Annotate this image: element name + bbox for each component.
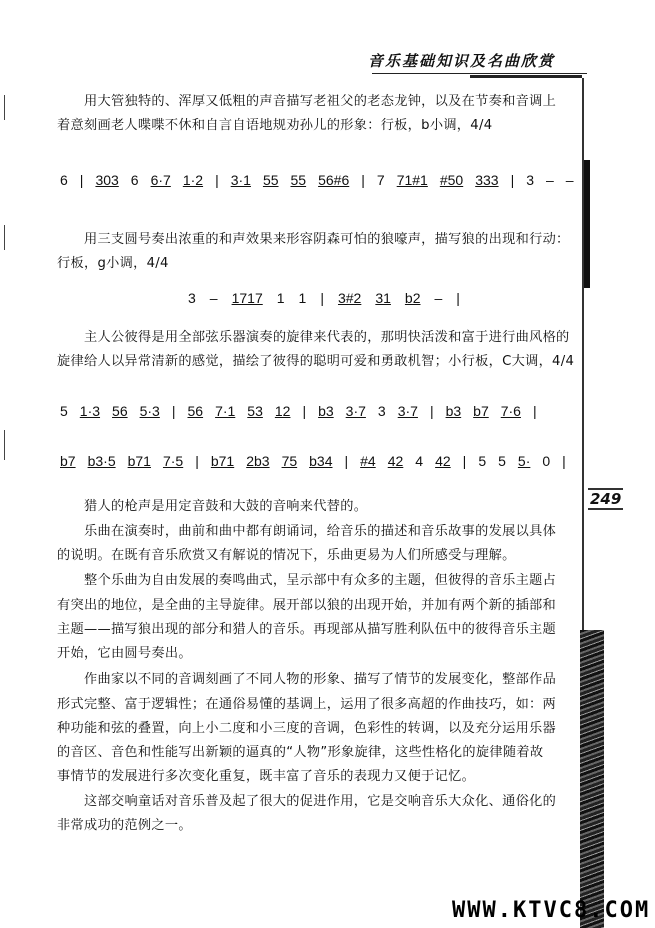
paragraph-line: 事情节的发展进行多次变化重复，既丰富了音乐的表现力又便于记忆。 (57, 769, 476, 784)
paragraph-line: 开始，它由圆号奏出。 (57, 646, 192, 661)
note: 56#6 (318, 172, 350, 188)
scan-edge-strip (580, 630, 604, 928)
note: 1 (276, 290, 285, 306)
paragraph-line: 用三支圆号奏出浓重的和声效果来形容阴森可怕的狼嚎声，描写狼的出现和行动： (84, 232, 570, 247)
note: 5· (517, 453, 531, 469)
note: 3 (377, 403, 386, 419)
note: 4 (415, 453, 424, 469)
note: 55 (262, 172, 279, 188)
note: 7·1 (215, 403, 236, 419)
note: #4 (360, 453, 376, 469)
note: 42 (435, 453, 451, 469)
note: #50 (439, 172, 464, 188)
barline: | (462, 453, 467, 469)
note: 55 (290, 172, 307, 188)
note: 5·3 (139, 403, 160, 419)
note: 7·6 (500, 403, 521, 419)
notation-peter-row1 (60, 403, 537, 419)
note: b71 (127, 453, 151, 469)
note: 42 (387, 453, 404, 469)
note: – (546, 172, 554, 188)
note: 1717 (231, 290, 263, 306)
note: 5 (478, 453, 487, 469)
note: – (209, 290, 218, 306)
note: 56 (112, 403, 128, 419)
note: 303 (95, 172, 119, 188)
note: 6·7 (150, 172, 171, 188)
paragraph-line: 的音区、音色和性能写出新颖的逼真的“人物”形象旋律，这些性格化的旋律随着故 (57, 745, 544, 760)
note: 3·1 (230, 172, 251, 188)
note: 75 (281, 453, 298, 469)
note: 7·5 (162, 453, 184, 469)
running-header-title: 音乐基础知识及名曲欣赏 (368, 52, 556, 70)
note: 2b3 (246, 453, 270, 469)
note: 53 (247, 403, 263, 419)
barline: | (532, 403, 537, 419)
note: b7 (60, 453, 76, 469)
paragraph-line: 作曲家以不同的音调刻画了不同人物的形象、描写了情节的发展变化，整部作品 (84, 672, 557, 687)
barline: | (171, 403, 176, 419)
paragraph-line: 这部交响童话对音乐普及起了很大的促进作用，它是交响音乐大众化、通俗化的 (84, 794, 557, 809)
note: b3 (445, 403, 462, 419)
note: 1 (298, 290, 307, 306)
note: 7 (376, 172, 385, 188)
note: 3#2 (337, 290, 362, 306)
barline: | (302, 403, 307, 419)
barline: | (456, 290, 460, 306)
barline: | (562, 453, 566, 469)
note: 3 (188, 290, 196, 306)
notation-wolf (188, 290, 460, 306)
watermark: WWW.KTVC8.COM (452, 898, 651, 923)
scan-edge-mark (4, 95, 5, 120)
note: 3·7 (397, 403, 418, 419)
note: 6 (130, 172, 139, 188)
barline: | (79, 172, 84, 188)
paragraph-line: 乐曲在演奏时，曲前和曲中都有朗诵词，给音乐的描述和音乐故事的发展以具体 (84, 524, 557, 539)
paragraph-line: 旋律给人以异常清新的感觉，描绘了彼得的聪明可爱和勇敢机智；小行板，C大调，4/4 (57, 354, 575, 369)
notation-grandfather (60, 172, 574, 188)
note: 1·2 (182, 172, 204, 188)
note: b2 (404, 290, 421, 306)
note: b3·5 (87, 453, 116, 469)
note: b71 (210, 453, 235, 469)
barline: | (429, 403, 434, 419)
note: b7 (473, 403, 489, 419)
paragraph-line: 行板，g小调，4/4 (57, 256, 169, 271)
page-number: 249 (590, 490, 622, 508)
note: 5 (60, 403, 68, 419)
paragraph-line: 非常成功的范例之一。 (57, 818, 192, 833)
note: 56 (187, 403, 204, 419)
note: b3 (318, 403, 334, 419)
note: – (565, 172, 574, 188)
paragraph-line: 主人公彼得是用全部弦乐器演奏的旋律来代表的，那明快活泼和富于进行曲风格的 (84, 330, 570, 345)
barline: | (361, 172, 365, 188)
note: 3·7 (345, 403, 366, 419)
paragraph-line: 用大管独特的、浑厚又低粗的声音描写老祖父的老态龙钟，以及在节奏和音调上 (84, 94, 557, 109)
barline: | (195, 453, 199, 469)
paragraph-line: 整个乐曲为自由发展的奏鸣曲式，呈示部中有众多的主题，但彼得的音乐主题占 (84, 573, 557, 588)
paragraph-line: 种功能和弦的叠置，向上小二度和小三度的音调，色彩性的转调，以及充分运用乐器 (57, 721, 557, 736)
note: 333 (475, 172, 499, 188)
barline: | (344, 453, 349, 469)
barline: | (215, 172, 219, 188)
header-rule-thick (470, 75, 582, 78)
note: 71#1 (396, 172, 428, 188)
note: 6 (60, 172, 68, 188)
note: 1·3 (79, 403, 101, 419)
note: – (434, 290, 443, 306)
margin-black-bar (584, 160, 590, 288)
paragraph-line: 着意刻画老人喋喋不休和自言自语地规劝孙儿的形象：行板，b小调，4/4 (57, 118, 493, 133)
paragraph-line: 主题——描写狼出现的部分和猎人的音乐。再现部从描写胜利队伍中的彼得音乐主题 (57, 622, 557, 637)
note: b34 (309, 453, 333, 469)
notation-peter-row2 (60, 453, 566, 469)
note: 5 (498, 453, 506, 469)
note: 3 (526, 172, 534, 188)
barline: | (320, 290, 324, 306)
header-rule (372, 73, 587, 74)
scan-edge-mark (4, 225, 5, 250)
note: 0 (542, 453, 551, 469)
barline: | (510, 172, 515, 188)
paragraph-line: 有突出的地位，是全曲的主导旋律。展开部以狼的出现开始，并加有两个新的插部和 (57, 598, 557, 613)
note: 12 (274, 403, 291, 419)
paragraph-line: 形式完整、富于逻辑性；在通俗易懂的基调上，运用了很多高超的作曲技巧，如：两 (57, 697, 557, 712)
paragraph-line: 猎人的枪声是用定音鼓和大鼓的音响来代替的。 (84, 499, 368, 514)
note: 31 (375, 290, 391, 306)
scan-edge-mark (4, 430, 5, 460)
paragraph-line: 的说明。在既有音乐欣赏又有解说的情况下，乐曲更易为人们所感受与理解。 (57, 548, 516, 563)
